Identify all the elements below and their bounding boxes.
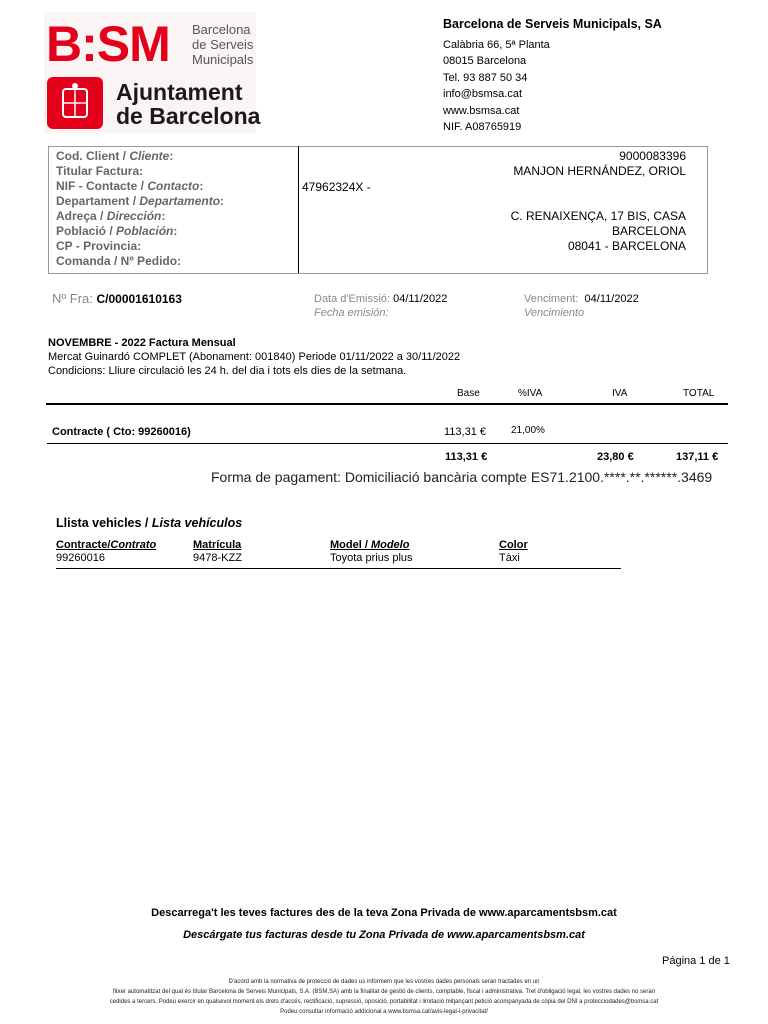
- description-line: Condicions: Lliure circulació les 24 h. del dia i tots els dies de la setmana.: [48, 365, 407, 377]
- company-phone: Tel. 93 887 50 34: [443, 71, 528, 84]
- download-notice-es: Descárgate tus facturas desde tu Zona Privada de www.aparcamentsbsm.cat: [183, 929, 585, 941]
- company-info: [443, 16, 662, 136]
- due-date-label-es: Vencimiento: [524, 307, 585, 319]
- col-total-header: TOTAL: [683, 388, 715, 399]
- vehicle-table-rule: [56, 568, 621, 569]
- client-holder-value: MANJON HERNÁNDEZ, ORIOL: [513, 164, 686, 178]
- vehicle-model: Toyota prius plus: [330, 552, 413, 564]
- label-cp: CP - Provincia:: [56, 239, 142, 253]
- vehicle-color: Tàxi: [499, 552, 520, 564]
- issue-date-label-es: Fecha emisión:: [314, 307, 389, 319]
- client-address-value: C. RENAIXENÇA, 17 BIS, CASA: [510, 209, 686, 223]
- bsm-subtitle-line: de Serveis: [192, 37, 254, 52]
- client-nif-value: 47962324X -: [302, 180, 371, 194]
- label-client-code: Cod. Client / Cliente:: [56, 149, 174, 163]
- client-labels: [56, 149, 224, 269]
- ajuntament-logo-text: [116, 80, 260, 128]
- client-code-value: 9000083396: [619, 149, 686, 163]
- total-base: 113,31 €: [445, 451, 488, 463]
- invoice-number: [52, 291, 182, 306]
- legal-line: fitxer automatitzat del qual és titular Barcelona de Serveis Municipals, S.A. (BSM.SA) amb la finalitat de gestió de clients, comptable, fiscal i administrativa. Tret d'obligació legal, les vostres dades no seran: [112, 989, 656, 995]
- label-holder: Titular Factura:: [56, 164, 144, 178]
- label-nif: NIF - Contacte / Contacto:: [56, 179, 204, 193]
- page-number: Página 1 de 1: [662, 955, 730, 967]
- issue-date-value: 04/11/2022: [393, 293, 448, 305]
- legal-line: cedides a tercers. Podeu exercir en qualsevol moment els drets d'accés, rectificació, supressió, oposició, portabilitat i limitació mitjançant petició acompanyada de còpia del DNI a protecciodades@bsmsa.cat: [109, 999, 659, 1005]
- description-title: NOVEMBRE - 2022 Factura Mensual: [48, 337, 236, 349]
- invoice-number-value: C/00001610163: [96, 292, 182, 306]
- label-city: Població / Población:: [56, 224, 178, 238]
- vehicle-plate: 9478-KZZ: [193, 552, 242, 564]
- col-iva-header: IVA: [612, 388, 628, 399]
- vehicle-contract: 99260016: [56, 552, 105, 564]
- total-amount: 137,11 €: [676, 451, 719, 463]
- payment-method: Forma de pagament: Domiciliació bancària compte ES71.2100.****.**.******.3469: [211, 469, 713, 485]
- company-postcode: 08015 Barcelona: [443, 55, 527, 67]
- issue-date: [314, 292, 447, 320]
- download-notice-ca: Descarrega't les teves factures des de la teva Zona Privada de www.aparcamentsbsm.cat: [151, 907, 617, 919]
- company-nif: NIF. A08765919: [443, 121, 522, 133]
- due-date-value: 04/11/2022: [584, 293, 639, 305]
- barcelona-shield-icon: [47, 77, 103, 129]
- vehicle-col-color: Color: [499, 539, 528, 551]
- company-web: www.bsmsa.cat: [443, 104, 520, 117]
- invoice-number-label: Nº Fra:: [52, 291, 97, 306]
- legal-notice: [60, 977, 708, 1017]
- label-order: Comanda / Nº Pedido:: [56, 254, 182, 268]
- total-iva: 23,80 €: [597, 451, 634, 463]
- legal-line: D'acord amb la normativa de protecció de dades us informem que les vostres dades personals seran tractades en un: [228, 979, 540, 985]
- ajuntament-line: Ajuntament: [116, 79, 243, 105]
- table-header-rule: [46, 403, 728, 405]
- row-base: 113,31 €: [444, 426, 487, 438]
- due-date-label: Venciment:: [524, 293, 579, 305]
- vehicles-title: Llista vehicles / Lista vehículos: [56, 516, 243, 530]
- table-total-rule: [47, 443, 728, 444]
- vehicle-col-model: Model / Modelo: [330, 539, 410, 551]
- bsm-logo-subtitle: [192, 22, 253, 67]
- client-box-divider: [298, 146, 299, 273]
- invoice-description: [48, 336, 460, 378]
- ajuntament-line: de Barcelona: [116, 103, 261, 129]
- col-base-header: Base: [457, 388, 480, 399]
- company-name: Barcelona de Serveis Municipals, SA: [443, 17, 662, 31]
- legal-line: Podeu consultar informació addicional a www.bsmsa.cat/avis-legal-i-privacitat/: [280, 1009, 488, 1015]
- description-line: Mercat Guinardó COMPLET (Abonament: 001840) Periode 01/11/2022 a 30/11/2022: [48, 351, 461, 363]
- bsm-logo: B:SM: [46, 16, 170, 72]
- col-iva-pct-header: %IVA: [518, 388, 543, 399]
- label-department: Departament / Departamento:: [56, 194, 225, 208]
- client-cp-value: 08041 - BARCELONA: [567, 239, 686, 253]
- due-date: [524, 292, 639, 320]
- row-concept: Contracte ( Cto: 99260016): [52, 426, 191, 438]
- issue-date-label: Data d'Emissió:: [314, 293, 394, 305]
- row-iva-pct: 21,00%: [511, 425, 545, 436]
- vehicle-col-plate: Matrícula: [193, 539, 242, 551]
- company-email: info@bsmsa.cat: [443, 88, 523, 100]
- bsm-subtitle-line: Barcelona: [192, 22, 251, 37]
- company-address: Calàbria 66, 5ª Planta: [443, 38, 550, 51]
- vehicle-col-contract: Contracte/Contrato: [56, 539, 157, 551]
- label-address: Adreça / Dirección:: [56, 209, 166, 223]
- bsm-subtitle-line: Municipals: [192, 52, 254, 67]
- client-city-value: BARCELONA: [611, 224, 686, 238]
